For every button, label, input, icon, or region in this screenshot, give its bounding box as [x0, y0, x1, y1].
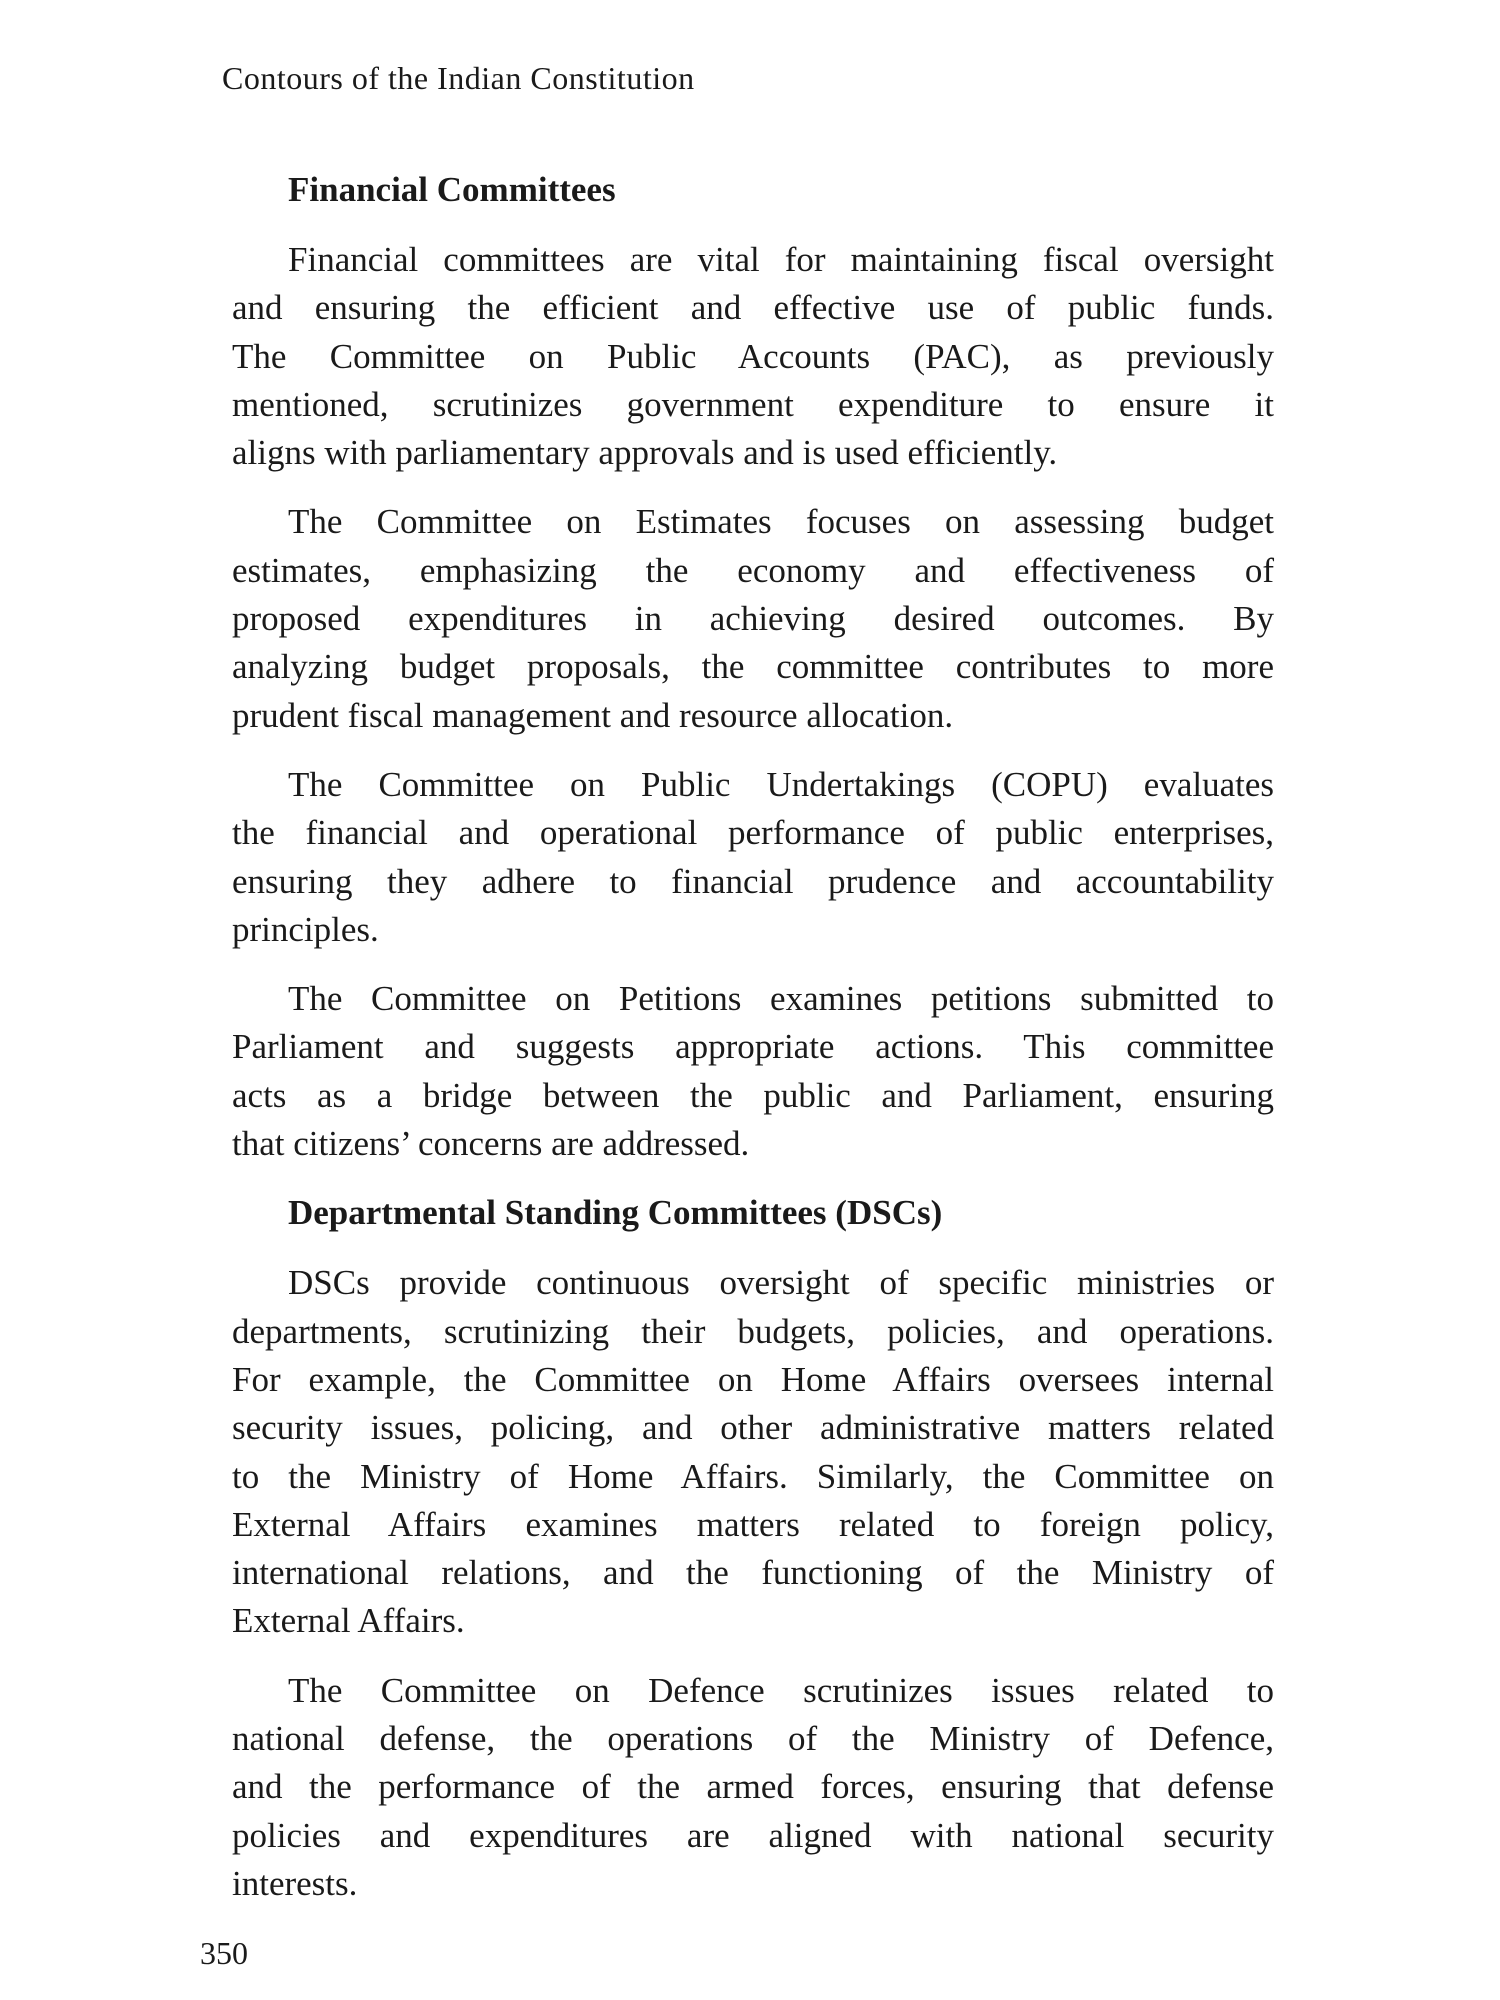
- text-line: External Affairs.: [232, 1601, 465, 1641]
- text-line: The Committee on Defence scrutinizes issues related to: [288, 1670, 1274, 1710]
- text-line: principles.: [232, 909, 379, 949]
- text-line: security issues, policing, and other administrative matters related: [232, 1408, 1274, 1448]
- text-line: The Committee on Estimates focuses on assessing budget: [288, 502, 1274, 542]
- text-line: and the performance of the armed forces, ensuring that defense: [232, 1767, 1274, 1807]
- section-heading: Departmental Standing Committees (DSCs): [288, 1193, 943, 1233]
- text-line: The Committee on Petitions examines petitions submitted to: [288, 979, 1274, 1019]
- paragraph: [232, 761, 1274, 954]
- text-line: aligns with parliamentary approvals and is used efficiently.: [232, 433, 1058, 473]
- text-line: ensuring they adhere to financial prudence and accountability: [232, 861, 1274, 901]
- text-line: The Committee on Public Accounts (PAC), as previously: [232, 336, 1274, 376]
- page-body: [232, 166, 1274, 1929]
- text-line: that citizens’ concerns are addressed.: [232, 1124, 750, 1164]
- paragraph: [232, 236, 1274, 477]
- text-line: estimates, emphasizing the economy and effectiveness of: [232, 550, 1274, 590]
- paragraph: [232, 1259, 1274, 1645]
- text-line: mentioned, scrutinizes government expenditure to ensure it: [232, 384, 1274, 424]
- text-line: to the Ministry of Home Affairs. Similarly, the Committee on: [232, 1456, 1274, 1496]
- text-line: national defense, the operations of the Ministry of Defence,: [232, 1719, 1274, 1759]
- paragraph: [232, 498, 1274, 739]
- text-line: Financial committees are vital for maintaining fiscal oversight: [288, 240, 1274, 279]
- text-line: Parliament and suggests appropriate actions. This committee: [232, 1027, 1274, 1067]
- text-line: the financial and operational performance of public enterprises,: [232, 813, 1274, 853]
- running-head: Contours of the Indian Constitution: [222, 60, 695, 96]
- text-line: For example, the Committee on Home Affairs oversees internal: [232, 1359, 1274, 1399]
- text-line: prudent fiscal management and resource allocation.: [232, 695, 954, 735]
- text-line: analyzing budget proposals, the committee contributes to more: [232, 647, 1274, 687]
- page-number: 350: [200, 1935, 248, 1971]
- text-line: The Committee on Public Undertakings (COPU) evaluates: [288, 764, 1274, 804]
- text-line: proposed expenditures in achieving desired outcomes. By: [232, 599, 1274, 639]
- text-line: DSCs provide continuous oversight of specific ministries or: [288, 1263, 1274, 1303]
- paragraph: [232, 975, 1274, 1168]
- text-line: policies and expenditures are aligned with national security: [232, 1815, 1274, 1855]
- section-heading: Financial Committees: [288, 170, 616, 209]
- text-line: interests.: [232, 1863, 358, 1903]
- text-line: and ensuring the efficient and effective use of public funds.: [232, 288, 1274, 328]
- text-line: External Affairs examines matters related to foreign policy,: [232, 1504, 1274, 1544]
- paragraph: [232, 1667, 1274, 1908]
- text-line: acts as a bridge between the public and Parliament, ensuring: [232, 1075, 1274, 1115]
- text-line: international relations, and the functioning of the Ministry of: [232, 1553, 1274, 1593]
- text-line: departments, scrutinizing their budgets, policies, and operations.: [232, 1311, 1274, 1351]
